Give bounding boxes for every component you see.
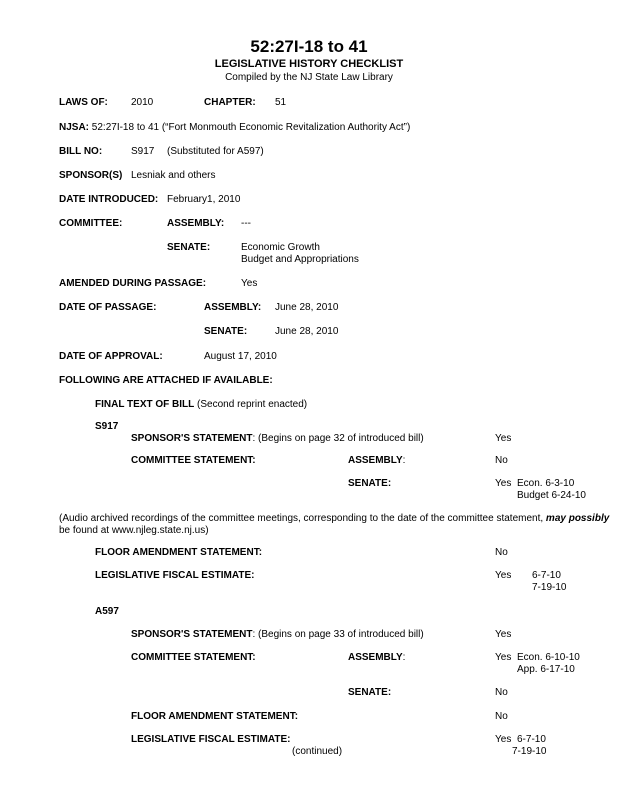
date-introduced-label: DATE INTRODUCED: [59, 194, 159, 205]
a597-sponsor-label: SPONSOR'S STATEMENT [131, 629, 253, 640]
s917-assembly-value: No [495, 455, 508, 466]
date-introduced-value: February1, 2010 [167, 194, 241, 205]
a597-fiscal-label: LEGISLATIVE FISCAL ESTIMATE: [131, 734, 291, 745]
a597-assembly-value: Yes [495, 652, 512, 663]
a597-assembly-detail-2: App. 6-17-10 [517, 664, 575, 675]
a597-senate-value: No [495, 687, 508, 698]
s917-senate-value: Yes [495, 478, 512, 489]
chapter-value: 51 [275, 97, 287, 108]
committee-senate-label: SENATE: [167, 242, 211, 253]
a597-committee-label: COMMITTEE STATEMENT: [131, 652, 256, 663]
chapter-label: CHAPTER: [204, 97, 256, 108]
laws-of-value: 2010 [131, 97, 154, 108]
fiscal-estimate-value: Yes [495, 570, 512, 581]
sponsors-value: Lesniak and others [131, 170, 216, 181]
a597-senate-label: SENATE: [348, 687, 392, 698]
s917-assembly-row [348, 455, 405, 467]
final-text-note: (Second reprint enacted) [197, 399, 308, 410]
a597-fiscal-value: Yes [495, 734, 512, 745]
a597-heading: A597 [95, 606, 119, 617]
s917-committee-label: COMMITTEE STATEMENT: [131, 455, 256, 466]
committee-label: COMMITTEE: [59, 218, 123, 229]
a597-assembly-detail-1: Econ. 6-10-10 [517, 652, 580, 663]
s917-assembly-label: ASSEMBLY [348, 455, 403, 466]
a597-floor-label: FLOOR AMENDMENT STATEMENT: [131, 711, 299, 722]
page-title: 52:27I-18 to 41 [250, 37, 368, 56]
a597-floor-value: No [495, 711, 508, 722]
s917-sponsor-value: Yes [495, 433, 512, 444]
compiled-by: Compiled by the NJ State Law Library [225, 72, 393, 83]
fiscal-estimate-label: LEGISLATIVE FISCAL ESTIMATE: [95, 570, 255, 581]
bill-no-note: (Substituted for A597) [167, 146, 264, 157]
a597-assembly-row [348, 652, 405, 664]
laws-of-label: LAWS OF: [59, 97, 108, 108]
s917-senate-detail-1: Econ. 6-3-10 [517, 478, 575, 489]
audio-note-text: (Audio archived recordings of the committee meetings, corresponding to the date of the committee statement, [59, 513, 546, 524]
a597-assembly-colon: : [402, 652, 406, 663]
attached-heading: FOLLOWING ARE ATTACHED IF AVAILABLE: [59, 375, 273, 386]
floor-amendment-label: FLOOR AMENDMENT STATEMENT: [95, 547, 263, 558]
s917-sponsor-row [131, 433, 424, 445]
committee-senate-value-1: Economic Growth [241, 242, 320, 253]
a597-assembly-label: ASSEMBLY [348, 652, 403, 663]
audio-note-emphasis: may possibly [545, 513, 610, 524]
committee-assembly-value: --- [241, 218, 251, 229]
final-text-label: FINAL TEXT OF BILL [95, 399, 195, 410]
amended-value: Yes [241, 278, 258, 289]
passage-assembly-value: June 28, 2010 [275, 302, 339, 313]
a597-sponsor-row [131, 629, 424, 641]
bill-no-value: S917 [131, 146, 155, 157]
committee-senate-value-2: Budget and Appropriations [241, 254, 359, 265]
fiscal-estimate-date-2: 7-19-10 [532, 582, 567, 593]
passage-senate-label: SENATE: [204, 326, 248, 337]
s917-sponsor-note: : (Begins on page 32 of introduced bill) [252, 433, 424, 444]
fiscal-estimate-date-1: 6-7-10 [532, 570, 561, 581]
a597-sponsor-value: Yes [495, 629, 512, 640]
continued-note: (continued) [292, 746, 343, 757]
committee-assembly-label: ASSEMBLY: [167, 218, 225, 229]
a597-sponsor-note: : (Begins on page 33 of introduced bill) [252, 629, 424, 640]
audio-note-line-1 [59, 513, 609, 525]
njsa-label: NJSA: [59, 122, 90, 133]
s917-sponsor-label: SPONSOR'S STATEMENT [131, 433, 253, 444]
passage-assembly-label: ASSEMBLY: [204, 302, 262, 313]
a597-fiscal-date-2: 7-19-10 [512, 746, 547, 757]
date-of-approval-value: August 17, 2010 [204, 351, 277, 362]
njsa-value: 52:27I-18 to 41 (“Fort Monmouth Economic Revitalization Authority Act”) [91, 122, 411, 133]
amended-label: AMENDED DURING PASSAGE: [59, 278, 207, 289]
date-of-passage-label: DATE OF PASSAGE: [59, 302, 157, 313]
s917-senate-detail-2: Budget 6-24-10 [517, 490, 586, 501]
s917-heading: S917 [95, 421, 119, 432]
floor-amendment-value: No [495, 547, 508, 558]
final-text-row [95, 399, 307, 411]
s917-senate-label: SENATE: [348, 478, 392, 489]
page-subtitle: LEGISLATIVE HISTORY CHECKLIST [214, 58, 404, 70]
sponsors-label: SPONSOR(S) [59, 170, 123, 181]
passage-senate-value: June 28, 2010 [275, 326, 339, 337]
bill-no-label: BILL NO: [59, 146, 103, 157]
s917-assembly-colon: : [402, 455, 406, 466]
audio-note-line-2: be found at www.njleg.state.nj.us) [59, 525, 209, 536]
date-of-approval-label: DATE OF APPROVAL: [59, 351, 163, 362]
a597-fiscal-date-1: 6-7-10 [517, 734, 546, 745]
njsa-row [59, 122, 410, 134]
